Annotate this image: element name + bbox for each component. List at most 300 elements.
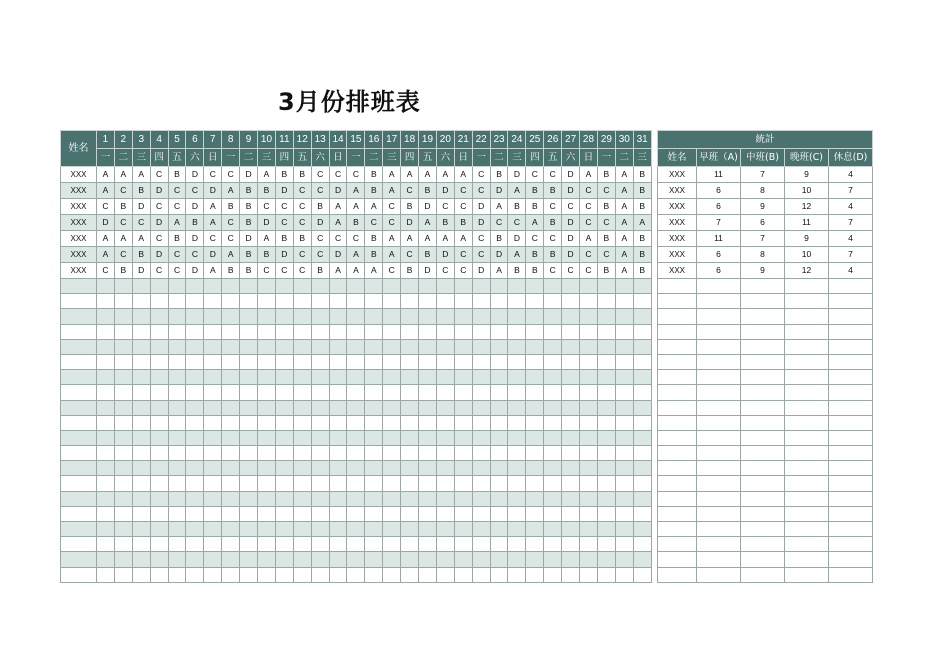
- empty-cell: [633, 279, 651, 294]
- shift-cell: B: [347, 215, 365, 231]
- empty-cell: [697, 491, 741, 506]
- empty-cell: [222, 294, 240, 309]
- shift-cell: C: [472, 231, 490, 247]
- empty-cell: [508, 552, 526, 567]
- empty-cell: [526, 461, 544, 476]
- empty-cell: [401, 567, 419, 582]
- empty-cell: [293, 552, 311, 567]
- empty-schedule-row: [61, 370, 652, 385]
- empty-cell: [580, 400, 598, 415]
- stats-row: [658, 167, 873, 183]
- employee-name-cell: XXX: [61, 247, 97, 263]
- empty-cell: [658, 446, 697, 461]
- empty-cell: [168, 415, 186, 430]
- shift-cell: D: [419, 199, 437, 215]
- empty-cell: [168, 506, 186, 521]
- empty-cell: [258, 339, 276, 354]
- empty-cell: [785, 354, 829, 369]
- empty-schedule-row: [61, 491, 652, 506]
- shift-cell: C: [472, 183, 490, 199]
- shift-cell: D: [186, 263, 204, 279]
- shift-cell: C: [204, 167, 222, 183]
- shift-cell: D: [562, 247, 580, 263]
- stats-count-cell: 9: [741, 263, 785, 279]
- empty-cell: [436, 385, 454, 400]
- empty-cell: [454, 415, 472, 430]
- shift-cell: C: [186, 247, 204, 263]
- empty-cell: [741, 491, 785, 506]
- shift-cell: B: [114, 199, 132, 215]
- weekday-cell: 四: [275, 149, 293, 167]
- empty-cell: [544, 430, 562, 445]
- shift-cell: C: [150, 167, 168, 183]
- empty-schedule-row: [61, 279, 652, 294]
- empty-cell: [258, 552, 276, 567]
- empty-cell: [526, 370, 544, 385]
- empty-cell: [383, 309, 401, 324]
- empty-cell: [132, 324, 150, 339]
- empty-cell: [97, 476, 115, 491]
- empty-cell: [275, 279, 293, 294]
- empty-cell: [311, 461, 329, 476]
- shift-cell: C: [150, 231, 168, 247]
- empty-cell: [472, 567, 490, 582]
- shift-cell: D: [436, 183, 454, 199]
- empty-cell: [454, 400, 472, 415]
- weekday-cell: 四: [401, 149, 419, 167]
- empty-cell: [526, 430, 544, 445]
- empty-cell: [365, 294, 383, 309]
- empty-cell: [61, 354, 97, 369]
- empty-cell: [436, 537, 454, 552]
- shift-cell: A: [436, 167, 454, 183]
- empty-cell: [633, 446, 651, 461]
- empty-cell: [508, 294, 526, 309]
- empty-cell: [204, 339, 222, 354]
- empty-cell: [401, 506, 419, 521]
- empty-cell: [347, 522, 365, 537]
- empty-cell: [544, 552, 562, 567]
- empty-cell: [132, 476, 150, 491]
- empty-cell: [258, 370, 276, 385]
- empty-cell: [401, 339, 419, 354]
- empty-cell: [526, 446, 544, 461]
- empty-cell: [293, 522, 311, 537]
- empty-cell: [258, 537, 276, 552]
- weekday-cell: 三: [508, 149, 526, 167]
- empty-cell: [347, 415, 365, 430]
- empty-cell: [293, 567, 311, 582]
- empty-cell: [329, 309, 347, 324]
- empty-cell: [829, 339, 873, 354]
- empty-cell: [472, 506, 490, 521]
- empty-cell: [114, 552, 132, 567]
- empty-cell: [615, 309, 633, 324]
- stats-count-cell: 11: [785, 215, 829, 231]
- empty-cell: [150, 567, 168, 582]
- empty-schedule-row: [61, 294, 652, 309]
- empty-cell: [419, 430, 437, 445]
- empty-cell: [472, 476, 490, 491]
- shift-cell: C: [97, 199, 115, 215]
- shift-cell: D: [275, 183, 293, 199]
- empty-cell: [114, 491, 132, 506]
- weekday-cell: 五: [419, 149, 437, 167]
- empty-cell: [61, 309, 97, 324]
- shift-cell: B: [132, 183, 150, 199]
- weekday-cell: 一: [597, 149, 615, 167]
- empty-cell: [365, 567, 383, 582]
- empty-cell: [132, 294, 150, 309]
- empty-cell: [633, 522, 651, 537]
- empty-cell: [562, 461, 580, 476]
- empty-cell: [785, 552, 829, 567]
- empty-cell: [697, 537, 741, 552]
- empty-cell: [365, 354, 383, 369]
- empty-cell: [741, 385, 785, 400]
- empty-cell: [597, 506, 615, 521]
- empty-cell: [186, 430, 204, 445]
- empty-cell: [204, 294, 222, 309]
- shift-cell: A: [401, 231, 419, 247]
- stats-header-row: [658, 149, 873, 167]
- empty-cell: [615, 491, 633, 506]
- shift-cell: A: [419, 215, 437, 231]
- empty-cell: [61, 446, 97, 461]
- empty-cell: [419, 400, 437, 415]
- shift-cell: A: [168, 215, 186, 231]
- empty-cell: [168, 385, 186, 400]
- empty-cell: [168, 522, 186, 537]
- shift-cell: C: [544, 231, 562, 247]
- empty-cell: [365, 415, 383, 430]
- shift-cell: B: [490, 167, 508, 183]
- shift-cell: D: [329, 183, 347, 199]
- empty-cell: [580, 279, 598, 294]
- weekday-cell: 日: [454, 149, 472, 167]
- name-header: 姓名: [61, 131, 97, 167]
- empty-cell: [293, 385, 311, 400]
- empty-cell: [186, 339, 204, 354]
- shift-cell: D: [562, 183, 580, 199]
- empty-cell: [204, 567, 222, 582]
- empty-cell: [785, 537, 829, 552]
- shift-cell: C: [329, 231, 347, 247]
- empty-cell: [168, 552, 186, 567]
- stats-row: [658, 263, 873, 279]
- empty-stats-row: [658, 324, 873, 339]
- empty-cell: [829, 370, 873, 385]
- empty-cell: [615, 552, 633, 567]
- empty-cell: [472, 324, 490, 339]
- empty-cell: [97, 506, 115, 521]
- shift-cell: C: [311, 183, 329, 199]
- empty-cell: [168, 400, 186, 415]
- empty-cell: [347, 491, 365, 506]
- empty-cell: [508, 339, 526, 354]
- shift-cell: C: [436, 263, 454, 279]
- empty-cell: [562, 522, 580, 537]
- shift-cell: A: [401, 167, 419, 183]
- empty-cell: [222, 339, 240, 354]
- shift-cell: A: [454, 231, 472, 247]
- shift-cell: C: [472, 247, 490, 263]
- empty-cell: [785, 309, 829, 324]
- empty-stats-row: [658, 354, 873, 369]
- day-number-cell: 21: [454, 131, 472, 149]
- shift-cell: B: [222, 199, 240, 215]
- shift-cell: B: [526, 199, 544, 215]
- shift-cell: C: [580, 247, 598, 263]
- shift-cell: B: [597, 231, 615, 247]
- empty-cell: [204, 522, 222, 537]
- empty-cell: [365, 370, 383, 385]
- empty-cell: [741, 294, 785, 309]
- empty-cell: [508, 506, 526, 521]
- empty-stats-row: [658, 400, 873, 415]
- empty-cell: [365, 461, 383, 476]
- empty-cell: [785, 446, 829, 461]
- empty-cell: [383, 415, 401, 430]
- shift-cell: A: [615, 199, 633, 215]
- shift-cell: A: [204, 263, 222, 279]
- empty-cell: [61, 506, 97, 521]
- shift-cell: B: [633, 247, 651, 263]
- empty-cell: [490, 354, 508, 369]
- empty-cell: [97, 430, 115, 445]
- empty-cell: [61, 294, 97, 309]
- empty-schedule-row: [61, 400, 652, 415]
- empty-cell: [741, 370, 785, 385]
- empty-cell: [697, 415, 741, 430]
- shift-cell: A: [383, 167, 401, 183]
- empty-cell: [365, 400, 383, 415]
- empty-cell: [204, 385, 222, 400]
- empty-cell: [544, 385, 562, 400]
- empty-cell: [436, 354, 454, 369]
- empty-cell: [454, 506, 472, 521]
- empty-cell: [329, 385, 347, 400]
- stats-row: [658, 199, 873, 215]
- empty-cell: [114, 294, 132, 309]
- empty-cell: [240, 339, 258, 354]
- weekday-cell: 六: [436, 149, 454, 167]
- empty-cell: [472, 385, 490, 400]
- empty-cell: [293, 461, 311, 476]
- empty-cell: [222, 309, 240, 324]
- empty-cell: [168, 567, 186, 582]
- shift-cell: C: [454, 199, 472, 215]
- empty-cell: [508, 522, 526, 537]
- empty-cell: [658, 324, 697, 339]
- empty-cell: [240, 385, 258, 400]
- empty-cell: [168, 430, 186, 445]
- shift-cell: D: [240, 167, 258, 183]
- empty-cell: [436, 446, 454, 461]
- empty-cell: [311, 279, 329, 294]
- empty-cell: [658, 385, 697, 400]
- employee-name-cell: XXX: [61, 263, 97, 279]
- shift-cell: C: [168, 263, 186, 279]
- empty-cell: [383, 461, 401, 476]
- empty-stats-row: [658, 415, 873, 430]
- empty-cell: [168, 324, 186, 339]
- shift-cell: B: [454, 215, 472, 231]
- shift-cell: D: [204, 247, 222, 263]
- shift-cell: C: [454, 263, 472, 279]
- empty-cell: [454, 567, 472, 582]
- empty-schedule-row: [61, 415, 652, 430]
- empty-cell: [562, 537, 580, 552]
- empty-cell: [168, 491, 186, 506]
- empty-cell: [97, 324, 115, 339]
- empty-cell: [562, 309, 580, 324]
- empty-cell: [436, 506, 454, 521]
- shift-cell: B: [168, 231, 186, 247]
- empty-cell: [97, 552, 115, 567]
- shift-cell: B: [526, 183, 544, 199]
- empty-cell: [204, 354, 222, 369]
- empty-cell: [329, 415, 347, 430]
- empty-cell: [97, 385, 115, 400]
- empty-cell: [222, 415, 240, 430]
- empty-cell: [436, 430, 454, 445]
- empty-cell: [454, 324, 472, 339]
- shift-cell: B: [114, 263, 132, 279]
- empty-cell: [562, 370, 580, 385]
- empty-cell: [132, 567, 150, 582]
- empty-cell: [329, 552, 347, 567]
- empty-cell: [597, 294, 615, 309]
- empty-cell: [580, 476, 598, 491]
- empty-cell: [741, 354, 785, 369]
- empty-cell: [186, 370, 204, 385]
- day-number-cell: 29: [597, 131, 615, 149]
- shift-cell: A: [365, 263, 383, 279]
- empty-cell: [293, 430, 311, 445]
- empty-cell: [436, 552, 454, 567]
- shift-cell: D: [240, 231, 258, 247]
- empty-cell: [658, 476, 697, 491]
- empty-cell: [615, 294, 633, 309]
- shift-cell: B: [258, 247, 276, 263]
- empty-cell: [97, 370, 115, 385]
- empty-schedule-row: [61, 506, 652, 521]
- empty-cell: [61, 339, 97, 354]
- empty-cell: [633, 385, 651, 400]
- weekday-cell: 五: [168, 149, 186, 167]
- empty-cell: [150, 294, 168, 309]
- empty-cell: [490, 491, 508, 506]
- empty-cell: [311, 339, 329, 354]
- empty-cell: [311, 567, 329, 582]
- empty-cell: [580, 370, 598, 385]
- empty-cell: [454, 522, 472, 537]
- empty-cell: [240, 370, 258, 385]
- empty-cell: [150, 354, 168, 369]
- empty-cell: [222, 537, 240, 552]
- empty-cell: [293, 294, 311, 309]
- empty-cell: [97, 294, 115, 309]
- empty-schedule-row: [61, 476, 652, 491]
- empty-cell: [633, 506, 651, 521]
- empty-cell: [580, 309, 598, 324]
- empty-cell: [132, 370, 150, 385]
- empty-cell: [436, 339, 454, 354]
- empty-cell: [615, 537, 633, 552]
- weekday-cell: 一: [347, 149, 365, 167]
- empty-cell: [150, 385, 168, 400]
- empty-cell: [97, 415, 115, 430]
- empty-cell: [132, 537, 150, 552]
- empty-cell: [61, 552, 97, 567]
- empty-cell: [829, 446, 873, 461]
- empty-cell: [490, 522, 508, 537]
- empty-cell: [562, 294, 580, 309]
- shift-cell: C: [383, 199, 401, 215]
- shift-cell: A: [454, 167, 472, 183]
- empty-cell: [97, 567, 115, 582]
- shift-cell: D: [150, 247, 168, 263]
- empty-cell: [562, 354, 580, 369]
- empty-cell: [132, 339, 150, 354]
- day-number-cell: 28: [580, 131, 598, 149]
- empty-cell: [222, 354, 240, 369]
- empty-stats-row: [658, 537, 873, 552]
- empty-cell: [697, 552, 741, 567]
- shift-cell: B: [240, 263, 258, 279]
- empty-cell: [150, 506, 168, 521]
- employee-name-cell: XXX: [658, 231, 697, 247]
- empty-cell: [401, 537, 419, 552]
- empty-cell: [222, 324, 240, 339]
- day-number-cell: 24: [508, 131, 526, 149]
- empty-cell: [347, 461, 365, 476]
- empty-cell: [401, 279, 419, 294]
- empty-cell: [829, 537, 873, 552]
- empty-cell: [829, 309, 873, 324]
- empty-cell: [186, 415, 204, 430]
- shift-cell: A: [490, 263, 508, 279]
- stats-title: 統計: [658, 131, 873, 149]
- empty-cell: [150, 430, 168, 445]
- shift-cell: B: [293, 231, 311, 247]
- empty-cell: [240, 506, 258, 521]
- weekday-cell: 二: [114, 149, 132, 167]
- shift-cell: A: [580, 167, 598, 183]
- empty-cell: [132, 279, 150, 294]
- shift-cell: A: [347, 199, 365, 215]
- empty-cell: [204, 537, 222, 552]
- shift-cell: A: [383, 231, 401, 247]
- empty-cell: [347, 476, 365, 491]
- empty-cell: [114, 446, 132, 461]
- shift-cell: A: [329, 215, 347, 231]
- shift-cell: A: [508, 247, 526, 263]
- empty-cell: [293, 415, 311, 430]
- empty-stats-row: [658, 279, 873, 294]
- shift-cell: C: [168, 199, 186, 215]
- stats-count-cell: 6: [697, 199, 741, 215]
- empty-cell: [258, 309, 276, 324]
- empty-cell: [329, 294, 347, 309]
- empty-cell: [61, 430, 97, 445]
- empty-cell: [436, 400, 454, 415]
- empty-cell: [258, 385, 276, 400]
- shift-cell: A: [97, 247, 115, 263]
- empty-cell: [383, 506, 401, 521]
- empty-cell: [615, 415, 633, 430]
